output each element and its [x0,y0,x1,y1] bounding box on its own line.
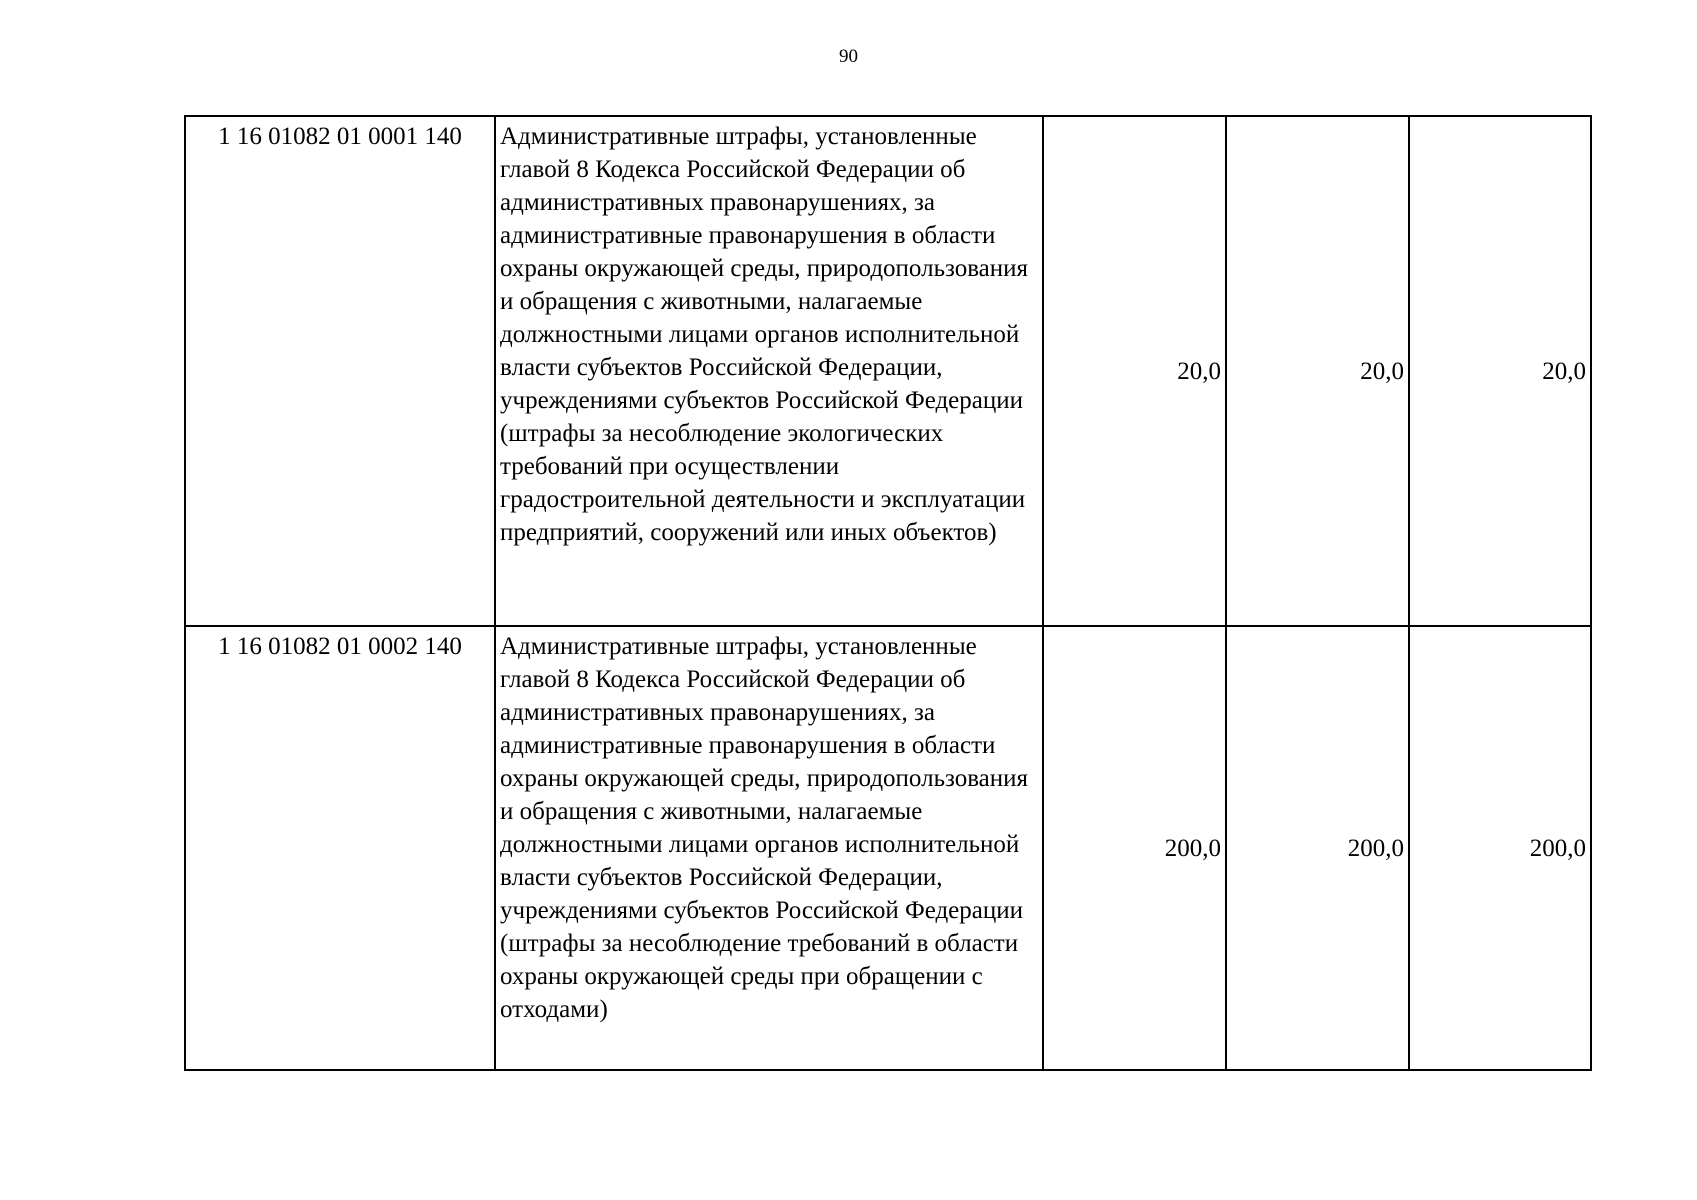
description-cell: Административные штрафы, установленные главой 8 Кодекса Российской Федерации об административных правонарушениях, за административные правонарушения в области охраны окружающей среды, природопользования и обращения с животными, налагаемые должностными лицами органов исполнительной власти субъектов Российской Федерации, учреждениями субъектов Российской Федерации (штрафы за несоблюдение экологических требований при осуществлении градостроительной деятельности и эксплуатации предприятий, сооружений или иных объектов) [495,116,1043,626]
value-cell-year-3: 200,0 [1409,626,1591,1070]
value-cell-year-1: 20,0 [1043,116,1226,626]
budget-table [184,115,1592,1071]
budget-code-cell: 1 16 01082 01 0001 140 [185,116,495,626]
value-cell-year-2: 200,0 [1226,626,1409,1070]
budget-code-cell: 1 16 01082 01 0002 140 [185,626,495,1070]
table-row [185,116,1591,626]
value-cell-year-2: 20,0 [1226,116,1409,626]
value-cell-year-1: 200,0 [1043,626,1226,1070]
value-cell-year-3: 20,0 [1409,116,1591,626]
table-row [185,626,1591,1070]
description-cell: Административные штрафы, установленные главой 8 Кодекса Российской Федерации об административных правонарушениях, за административные правонарушения в области охраны окружающей среды, природопользования и обращения с животными, налагаемые должностными лицами органов исполнительной власти субъектов Российской Федерации, учреждениями субъектов Российской Федерации (штрафы за несоблюдение требований в области охраны окружающей среды при обращении с отходами) [495,626,1043,1070]
page-number: 90 [839,46,858,67]
